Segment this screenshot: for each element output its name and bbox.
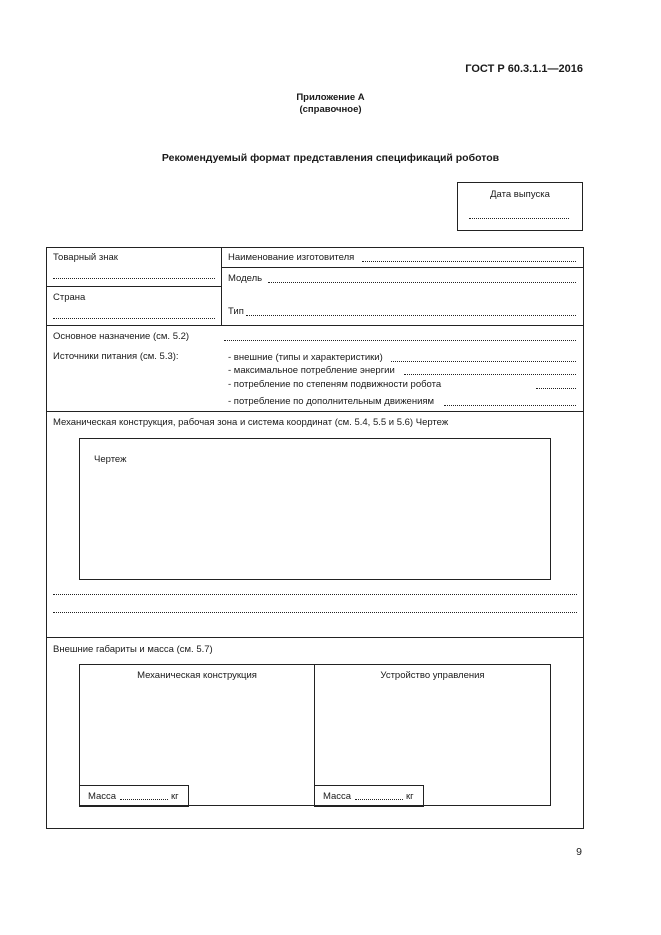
type-label: Тип xyxy=(228,306,244,317)
mechanics-label: Механическая конструкция, рабочая зона и система координат (см. 5.4, 5.5 и 5.6) Чертеж xyxy=(53,417,449,428)
standard-number: ГОСТ Р 60.3.1.1—2016 xyxy=(465,63,583,75)
power-extra-label: - потребление по дополнительным движениям xyxy=(228,396,435,407)
mass-cell xyxy=(79,785,189,807)
page-number: 9 xyxy=(576,846,582,858)
power-external-field[interactable] xyxy=(391,361,576,362)
divider xyxy=(46,325,584,326)
mass-label: Масса xyxy=(323,791,352,802)
annex-subtitle: (справочное) xyxy=(299,104,362,115)
power-extra-field[interactable] xyxy=(444,405,576,406)
power-max-field[interactable] xyxy=(404,374,576,375)
release-date-field[interactable] xyxy=(469,218,569,219)
mass-field[interactable] xyxy=(355,799,403,800)
trademark-field[interactable] xyxy=(53,278,215,279)
power-label: Источники питания (см. 5.3): xyxy=(53,351,179,362)
divider xyxy=(46,637,584,638)
drawing-area[interactable] xyxy=(79,438,551,580)
type-field[interactable] xyxy=(246,315,576,316)
power-axes-field[interactable] xyxy=(536,388,576,389)
divider xyxy=(221,267,584,268)
mechanics-notes-field[interactable] xyxy=(53,594,577,595)
mass-field[interactable] xyxy=(120,799,168,800)
power-external-label: - внешние (типы и характеристики) xyxy=(228,352,383,363)
annex-title: Приложение А xyxy=(296,92,365,103)
drawing-label: Чертеж xyxy=(94,454,127,465)
mass-label: Масса xyxy=(88,791,117,802)
mechanical-structure-box xyxy=(79,664,315,806)
dimensions-label: Внешние габариты и масса (см. 5.7) xyxy=(53,644,213,655)
divider xyxy=(221,247,222,325)
country-label: Страна xyxy=(53,292,86,303)
mass-unit: кг xyxy=(171,791,179,802)
divider xyxy=(46,286,221,287)
manufacturer-label: Наименование изготовителя xyxy=(228,252,355,263)
power-axes-label: - потребление по степеням подвижности робота xyxy=(228,379,442,390)
release-date-label: Дата выпуска xyxy=(490,189,550,200)
purpose-label: Основное назначение (см. 5.2) xyxy=(53,331,190,342)
model-label: Модель xyxy=(228,273,263,284)
manufacturer-field[interactable] xyxy=(362,261,576,262)
mechanics-notes-field[interactable] xyxy=(53,612,577,613)
mass-unit: кг xyxy=(406,791,414,802)
country-field[interactable] xyxy=(53,318,215,319)
release-date-box xyxy=(457,182,583,231)
purpose-field[interactable] xyxy=(224,340,576,341)
document-title: Рекомендуемый формат представления спецификаций роботов xyxy=(161,152,500,164)
mechanical-structure-title: Механическая конструкция xyxy=(137,670,257,681)
divider xyxy=(46,411,584,412)
model-field[interactable] xyxy=(268,282,576,283)
control-unit-title: Устройство управления xyxy=(380,670,485,681)
control-unit-box xyxy=(314,664,551,806)
power-max-label: - максимальное потребление энергии xyxy=(228,365,395,376)
mass-cell xyxy=(314,785,424,807)
trademark-label: Товарный знак xyxy=(53,252,118,263)
